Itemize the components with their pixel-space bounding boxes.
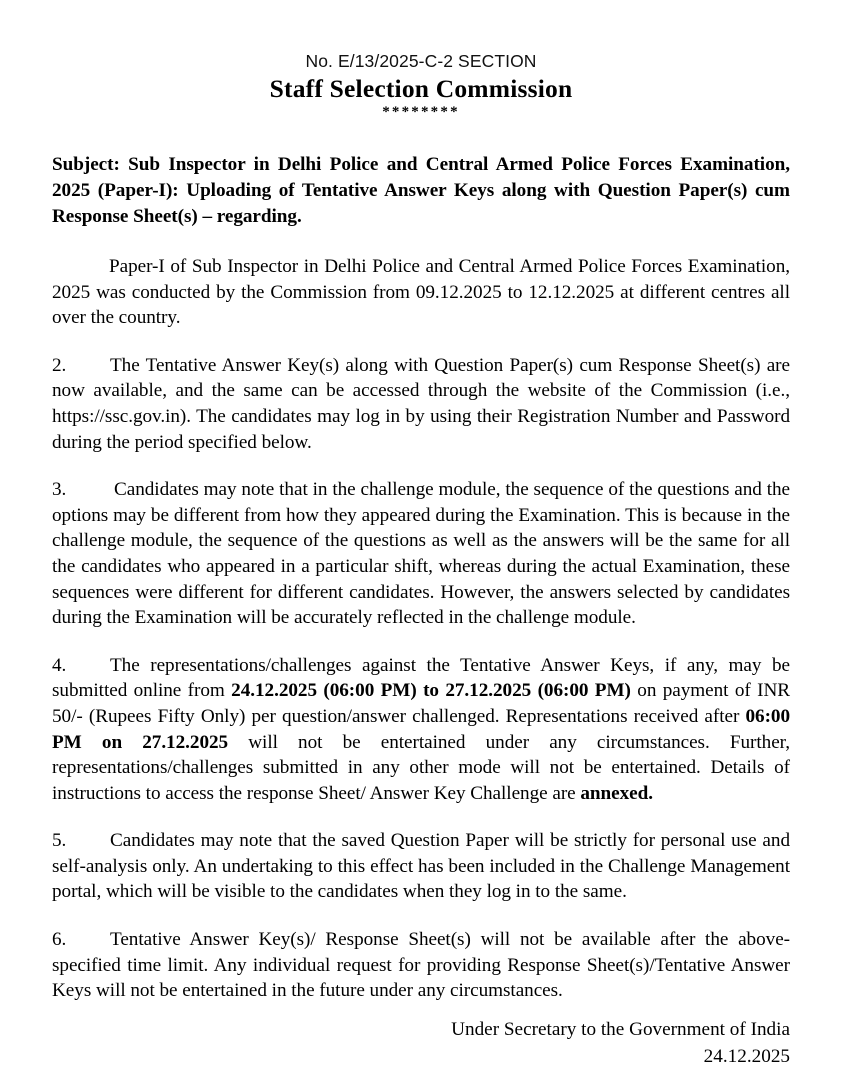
paragraph-3-number: 3.	[52, 479, 67, 501]
subject-line: Subject: Sub Inspector in Delhi Police and Central Armed Police Forces Examination, 2025 (Paper-I): Uploading of Tentative Answer Keys along with Question Paper(s) cum Response Sheet(s) – regarding.	[52, 154, 790, 227]
paragraph-4-text-part-3: will not be entertained under any circumstances. Further, representations/challenges submitted in any other mode will not be entertained. Details of instructions to access the response Sheet/ Answer Key Challenge are	[52, 731, 790, 804]
paragraph-2-number: 2.	[52, 354, 67, 376]
document-header	[52, 50, 790, 121]
paragraph-2-text: The Tentative Answer Key(s) along with Question Paper(s) cum Response Sheet(s) are now available, and the same can be accessed through the website of the Commission (i.e., https://ssc.gov.in). The candidates may log in by using their Registration Number and Password during the period specified below.	[52, 354, 790, 453]
paragraph-3-text: Candidates may note that in the challenge module, the sequence of the questions and the options may be different from how they appeared during the Examination. This is because in the challenge module, the sequence of the questions as well as the answers will be the same for all the candidates who appeared in a particular shift, whereas during the actual Examination, these sequences were different for different candidates. However, the answers selected by candidates during the Examination will be accurately reflected in the challenge module.	[52, 479, 790, 629]
file-number: No. E/13/2025-C-2 SECTION	[305, 51, 537, 71]
organization-title: Staff Selection Commission	[269, 74, 573, 103]
paragraph-5-number: 5.	[52, 830, 67, 852]
signatory-designation: Under Secretary to the Government of India	[451, 1019, 790, 1040]
paragraph-4-text-part-2: on payment of INR 50/- (Rupees Fifty Only) per question/answer challenged. Representations received after	[52, 680, 791, 727]
paragraph-5-text: Candidates may note that the saved Question Paper will be strictly for personal use and self-analysis only. An undertaking to this effect has been included in the Challenge Management portal, which will be visible to the candidates when they log in to the same.	[52, 830, 790, 903]
paragraph-6-text: Tentative Answer Key(s)/ Response Sheet(s) will not be available after the above-specified time limit. Any individual request for providing Response Sheet(s)/Tentative Answer Keys will not be entertained in the future under any circumstances.	[52, 929, 790, 1002]
annexed-label: annexed.	[580, 782, 654, 804]
challenge-window-dates: 24.12.2025 (06:00 PM) to 27.12.2025 (06:00 PM)	[231, 680, 631, 702]
signature-block	[451, 1016, 790, 1070]
signature-date: 24.12.2025	[703, 1046, 790, 1067]
paragraph-4-text-part-1: The representations/challenges against the Tentative Answer Keys, if any, may be submitted online from	[52, 654, 790, 702]
paragraph-4	[52, 653, 790, 807]
paragraph-3	[52, 477, 790, 631]
challenge-deadline: 06:00 PM on 27.12.2025	[52, 705, 790, 753]
header-separator: ********	[382, 104, 460, 120]
paragraph-5	[52, 828, 790, 905]
paragraph-6	[52, 927, 790, 1004]
paragraph-6-number: 6.	[52, 929, 67, 951]
paragraph-intro: Paper-I of Sub Inspector in Delhi Police and Central Armed Police Forces Examination, 2025 was conducted by the Commission from 09.12.2025 to 12.12.2025 at different centres all over the country.	[52, 256, 790, 329]
paragraph-2	[52, 353, 790, 455]
paragraph-4-number: 4.	[52, 654, 67, 676]
